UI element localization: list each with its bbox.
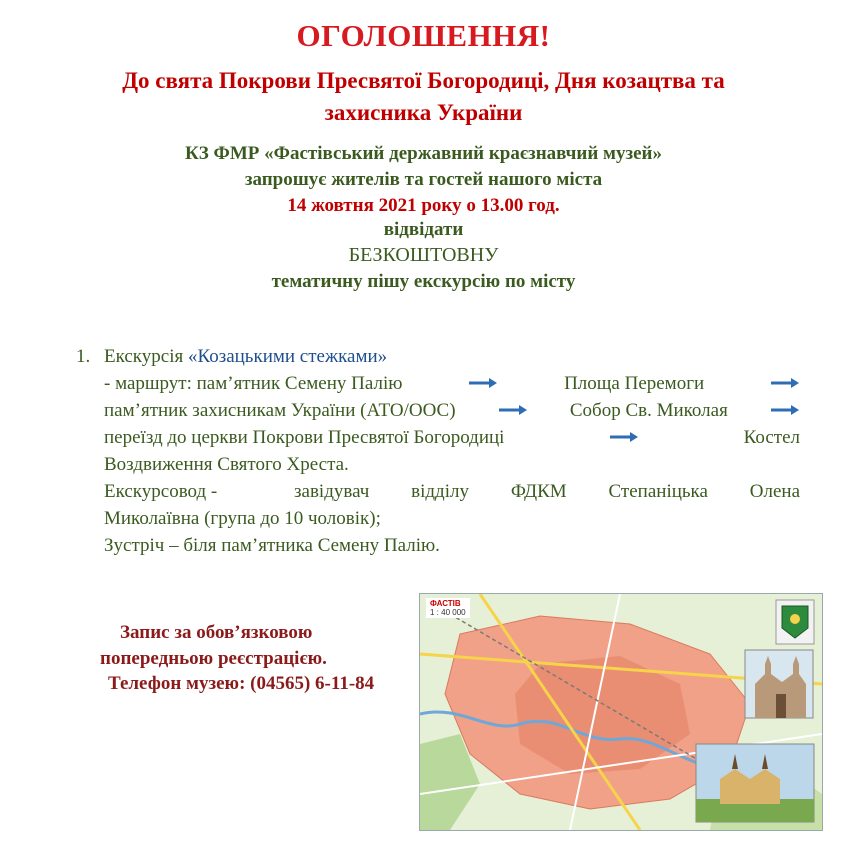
guide-name: завідувач відділу ФДКМ Степаніцька Олена (294, 481, 800, 502)
arrow-right-icon (770, 373, 800, 395)
route-line-4: Воздвиження Святого Хреста. (104, 454, 349, 475)
arrow-right-icon (609, 427, 639, 449)
subtitle-line-1: До свята Покрови Пресвятої Богородиці, Дня козацтва та (122, 68, 725, 93)
guide-label: Екскурсовод - (104, 481, 218, 502)
guide-line-2: Миколаївна (група до 10 чоловік); (104, 508, 381, 529)
excursion-name: «Козацькими стежками» (187, 346, 388, 367)
free-label: БЕЗКОШТОВНУ (348, 244, 499, 266)
tour-description: тематичну пішу екскурсію по місту (271, 271, 576, 292)
announcement-title: ОГОЛОШЕННЯ! (296, 18, 551, 53)
route-line-1 (104, 373, 800, 395)
map-drawing (420, 594, 822, 830)
map-legend (426, 598, 470, 618)
registration-line-1: Запис за обов’язковою (120, 622, 313, 643)
arrow-right-icon (770, 400, 800, 422)
route-stop: Площа Перемоги (564, 373, 705, 394)
route-stop: пам’ятник захисникам України (АТО/ООС) (104, 400, 456, 421)
route-line-3 (104, 427, 800, 449)
guide-line-1 (104, 481, 800, 503)
route-stop: переїзд до церкви Покрови Пресвятої Богородиці (104, 427, 505, 448)
route-stop: Костел (743, 427, 800, 448)
route-stop: - маршрут: пам’ятник Семену Палію (104, 373, 403, 394)
route-stop: Собор Св. Миколая (569, 400, 728, 421)
meeting-point: Зустріч – біля пам’ятника Семену Палію. (104, 535, 440, 556)
arrow-right-icon (498, 400, 528, 422)
event-date: 14 жовтня 2021 року о 13.00 год. (287, 195, 560, 216)
registration-line-2: попередньою реєстрацією. (100, 648, 327, 669)
city-map (419, 593, 823, 831)
route-line-2 (104, 400, 800, 422)
visit-text: відвідати (383, 219, 464, 240)
subtitle-line-2: захисника України (324, 100, 523, 125)
list-item-number: 1. (76, 346, 91, 367)
map-label: ФАСТІВ (430, 599, 461, 608)
arrow-right-icon (468, 373, 498, 395)
excursion-label: Екскурсія (104, 346, 184, 367)
invitation-text: запрошує жителів та гостей нашого міста (244, 169, 603, 190)
museum-name: КЗ ФМР «Фастівський державний краєзнавчий музей» (185, 143, 662, 164)
map-scale: 1 : 40 000 (430, 608, 466, 617)
museum-phone: Телефон музею: (04565) 6-11-84 (108, 673, 375, 694)
excursion-heading (104, 346, 387, 368)
